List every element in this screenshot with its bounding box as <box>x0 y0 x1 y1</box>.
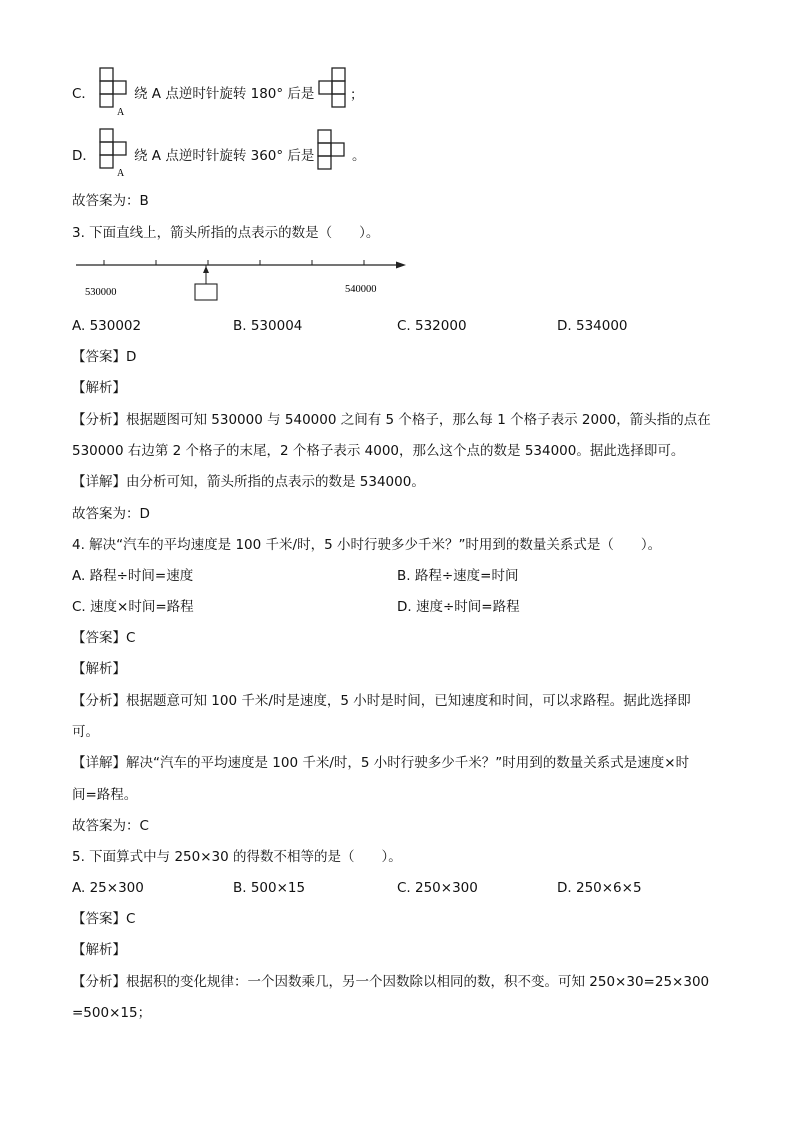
q4-analysis-title: 【解析】 <box>72 661 126 677</box>
number-line-start-label: 530000 <box>85 287 117 298</box>
option-c-text: 绕 A 点逆时针旋转 180° 后是 <box>134 86 315 102</box>
q3-option-d: D. 534000 <box>557 318 628 334</box>
option-c-end <box>350 86 364 104</box>
net-figure-d-original <box>96 127 130 179</box>
q3-analysis-title: 【解析】 <box>72 380 126 396</box>
number-line-arrowhead <box>396 262 406 269</box>
q2-final-answer: 故答案为：B <box>72 193 149 209</box>
q3-option-a: A. 530002 <box>72 318 142 334</box>
q4-fenxi-line2: 可。 <box>72 724 99 740</box>
q5-option-d: D. 250×6×5 <box>557 880 642 896</box>
q4-option-a: A. 路程÷时间=速度 <box>72 568 194 584</box>
pointer-arrow-head <box>203 266 209 273</box>
q3-xiangjie: 【详解】由分析可知，箭头所指的点表示的数是 534000。 <box>72 474 425 490</box>
q5-fenxi-line1: 【分析】根据积的变化规律：一个因数乘几，另一个因数除以相同的数，积不变。可知 250×30=25×300 <box>72 974 710 990</box>
q4-option-c: C. 速度×时间=路程 <box>72 599 194 615</box>
option-d-end-mark: 。 <box>352 148 366 164</box>
option-c-text-row <box>134 85 314 103</box>
q3-option-c: C. 532000 <box>397 318 467 334</box>
q4-answer: 【答案】C <box>72 630 136 646</box>
option-d-end <box>352 147 366 165</box>
q5-option-c: C. 250×300 <box>397 880 478 896</box>
number-line <box>72 252 412 304</box>
q5-option-b: B. 500×15 <box>233 880 306 896</box>
q3-fenxi-line1: 【分析】根据题图可知 530000 与 540000 之间有 5 个格子，那么每 1 个格子表示 2000，箭头指的点在 <box>72 412 711 428</box>
net-figure-d-result <box>314 128 354 180</box>
q5-answer: 【答案】C <box>72 911 136 927</box>
option-c-end-mark: ； <box>350 87 364 103</box>
q3-fenxi-line2: 530000 右边第 2 个格子的末尾，2 个格子表示 4000，那么这个点的数是 534000。据此选择即可。 <box>72 443 685 459</box>
q3-stem: 3. 下面直线上，箭头所指的点表示的数是（ ）。 <box>72 225 380 241</box>
option-d-label: D． <box>72 148 96 164</box>
option-c-label: C． <box>72 86 95 102</box>
q5-analysis-title: 【解析】 <box>72 942 126 958</box>
point-a-label-d: A <box>117 168 125 179</box>
q3-answer: 【答案】D <box>72 349 137 365</box>
q5-fenxi-line2: =500×15； <box>72 1005 152 1021</box>
answer-box <box>195 284 217 300</box>
q4-fenxi-line1: 【分析】根据题意可知 100 千米/时是速度，5 小时是时间，已知速度和时间，可以求路程。据此选择即 <box>72 693 691 709</box>
q4-final-answer: 故答案为：C <box>72 818 149 834</box>
q4-xiangjie-line1: 【详解】解决“汽车的平均速度是 100 千米/时，5 小时行驶多少千米？”时用到的数量关系式是速度×时 <box>72 755 690 771</box>
q4-stem: 4. 解决“汽车的平均速度是 100 千米/时，5 小时行驶多少千米？”时用到的数量关系式是（ ）。 <box>72 537 662 553</box>
option-d-text: 绕 A 点逆时针旋转 360° 后是 <box>134 148 315 164</box>
q3-option-b: B. 530004 <box>233 318 303 334</box>
number-line-end-label: 540000 <box>345 284 377 295</box>
point-a-label-c: A <box>117 107 125 118</box>
net-figure-c-original <box>96 66 130 118</box>
option-c-row <box>72 85 95 103</box>
q5-option-a: A. 25×300 <box>72 880 144 896</box>
net-figure-c-result <box>314 66 350 112</box>
q3-final-answer: 故答案为：D <box>72 506 150 522</box>
option-d-text-row <box>134 147 314 165</box>
q4-option-d: D. 速度÷时间=路程 <box>397 599 520 615</box>
q4-xiangjie-line2: 间=路程。 <box>72 787 138 803</box>
option-d-row <box>72 147 96 165</box>
q5-stem: 5. 下面算式中与 250×30 的得数不相等的是（ ）。 <box>72 849 402 865</box>
q4-option-b: B. 路程÷速度=时间 <box>397 568 519 584</box>
